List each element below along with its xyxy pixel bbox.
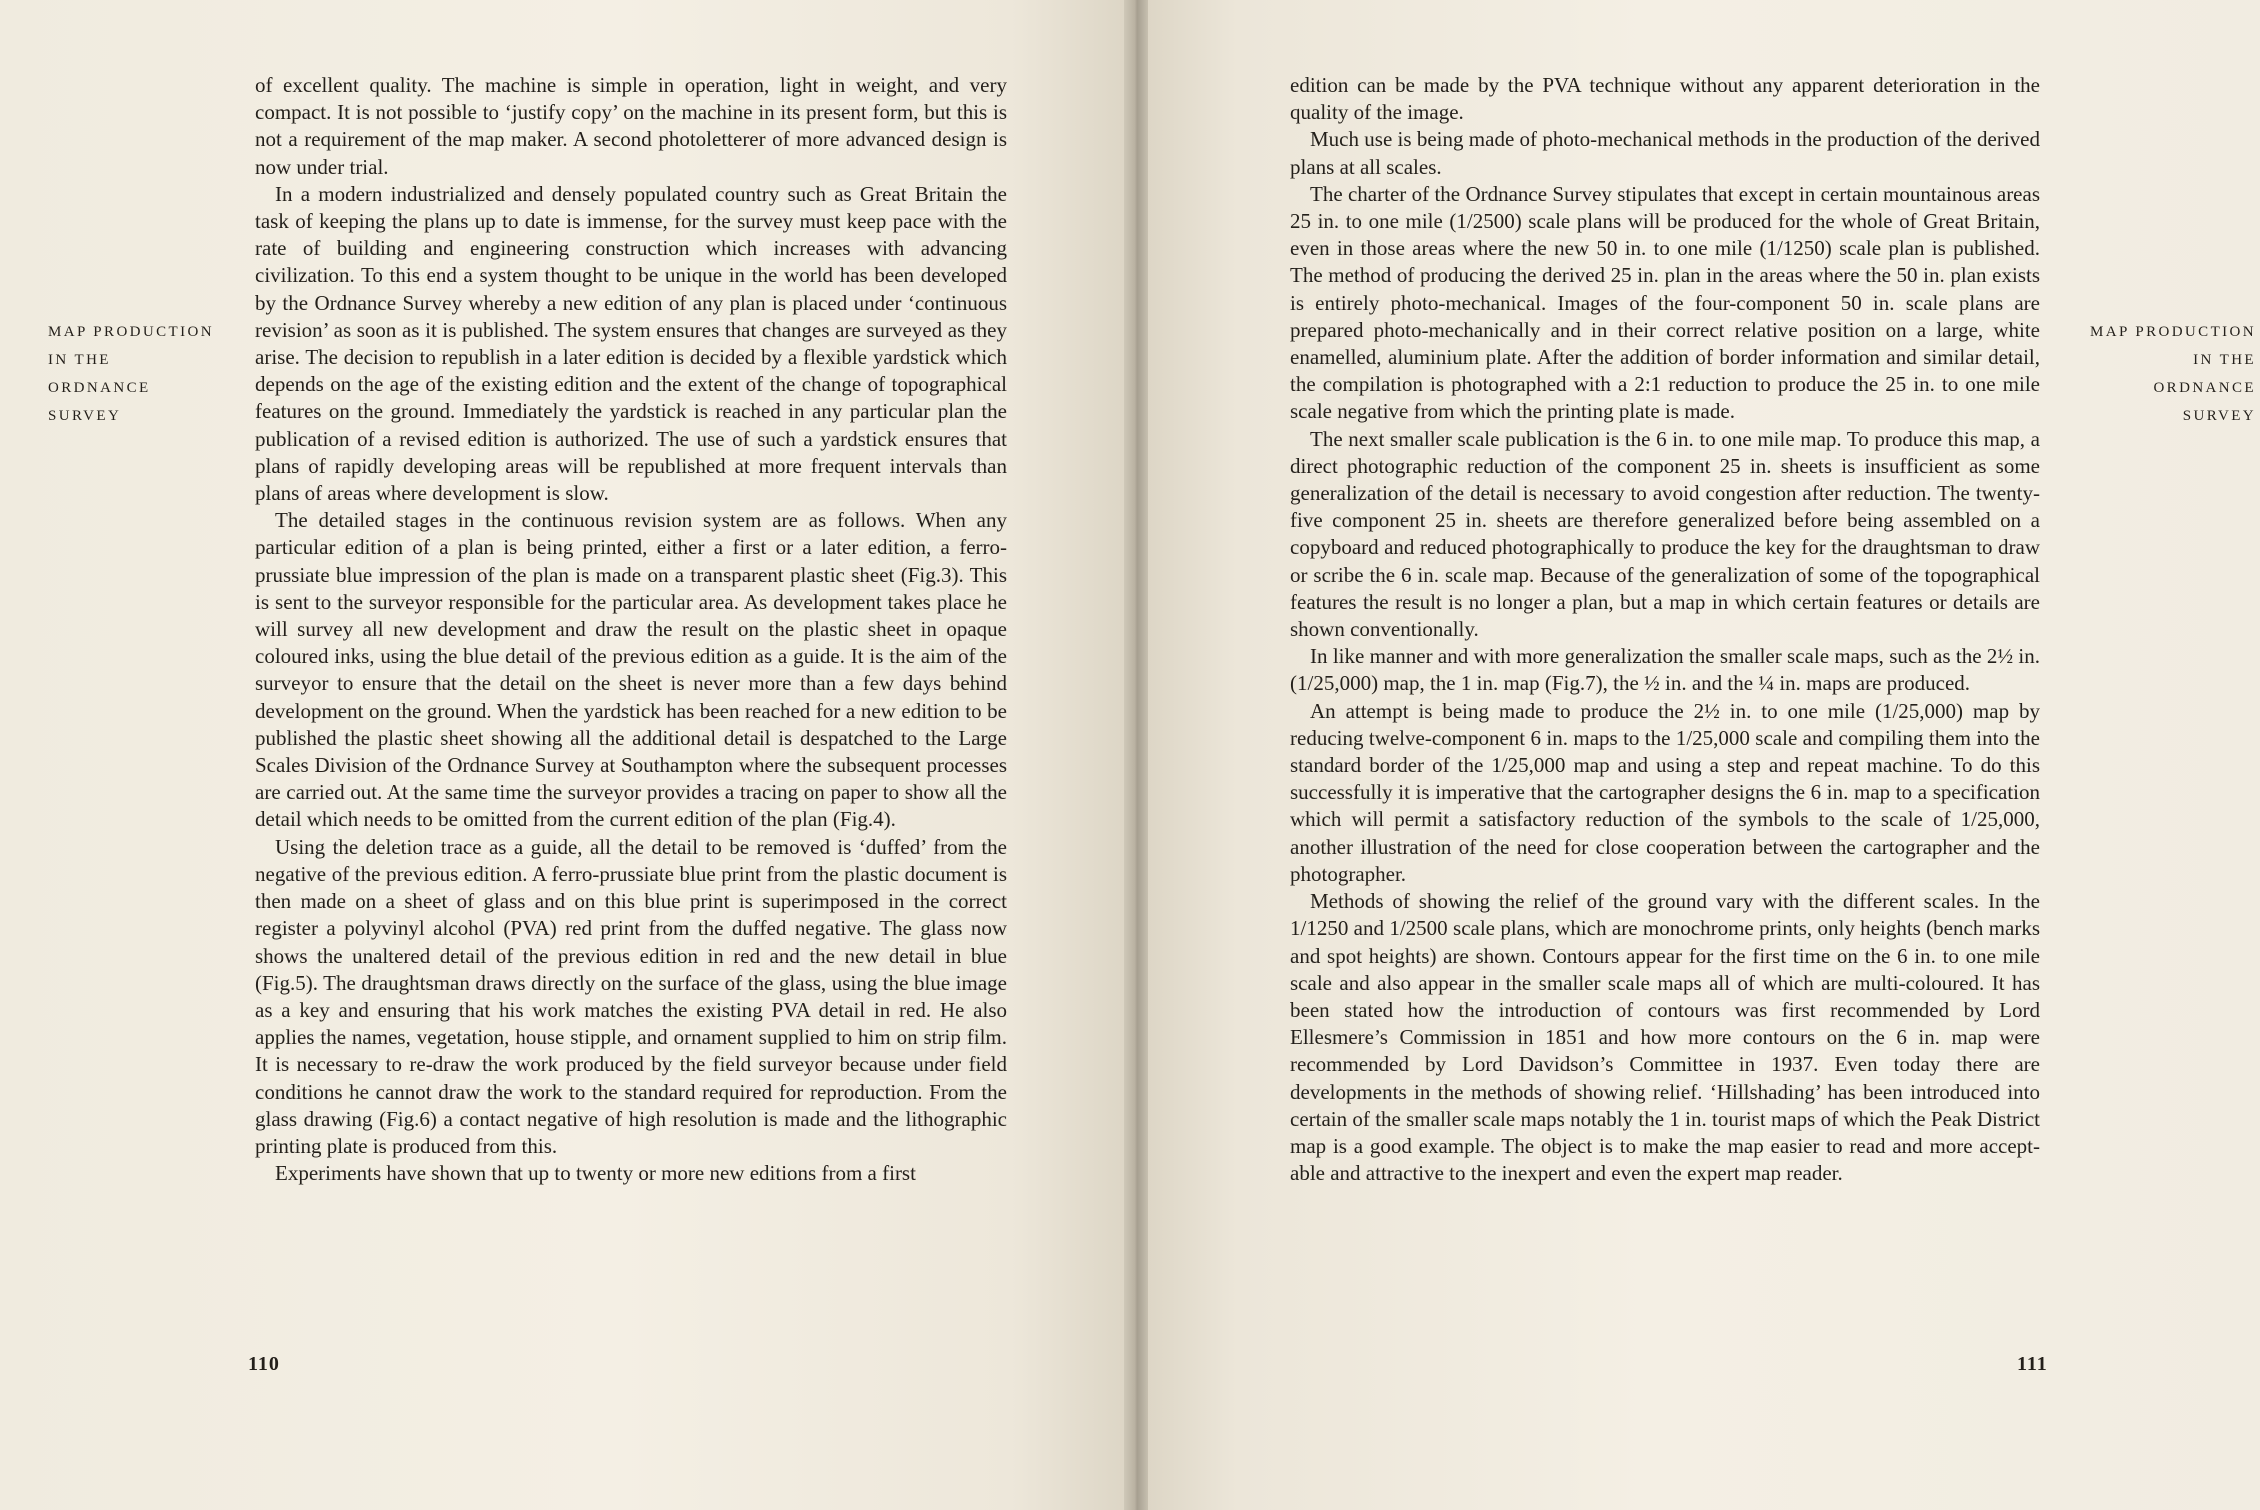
text-column: [255, 72, 1007, 1187]
paragraph: Using the deletion trace as a guide, all the detail to be removed is ‘duffed’ from the negative of the previous edition. A ferro-prussiate blue print from the plastic document is then made on a sheet of glass and on this blue print is superimposed in the correct register a polyvinyl alcohol (PVA) red print from the duffed negative. The glass now shows the unaltered detail of the previous edition in red and the new detail in blue (Fig.5). The draughtsman draws directly on the surface of the glass, using the blue image as a key and ensuring that his work matches the existing PVA detail in red. He also applies the names, vegetation, house stipple, and ornament supplied to him on strip film. It is necessary to re-draw the work produced by the field surveyor because under field conditions he cannot draw the work to the standard required for reproduction. From the glass drawing (Fig.6) a contact negative of high resolution is made and the lithographic printing plate is produced from this.: [255, 834, 1007, 1158]
sidenote-line: MAP PRODUCTION: [48, 324, 214, 340]
paragraph: Experiments have shown that up to twenty or more new editions from a first: [275, 1161, 916, 1186]
paragraph: Much use is being made of photo-mechanical methods in the production of the derived plans at all scales.: [1290, 127, 2040, 179]
sidenote-line: IN THE: [48, 352, 111, 368]
sidenote-line: ORDNANCE: [48, 380, 151, 396]
right-page: [1148, 0, 2260, 1510]
paragraph: The next smaller scale publication is the 6 in. to one mile map. To produce this map, a direct photographic reduction of the component 25 in. sheets is insufficient as some generalization of the detail is necessary to avoid congestion after reduction. The twenty-five component 25 in. sheets are therefore generalized before being assembled on a copyboard and reduced photographically to produce the key for the draughtsman to draw or scribe the 6 in. scale map. Because of the generalization of some of the topographical features the result is no longer a plan, but a map in which certain features or details are shown conventionally.: [1290, 426, 2040, 642]
running-sidenote: [2090, 318, 2256, 430]
paragraph: In a modern industrialized and densely populated country such as Great Britain the task of keeping the plans up to date is immense, for the survey must keep pace with the rate of building and engineering construction which increases with advancing civilization. To this end a system thought to be unique in the world has been developed by the Ordnance Survey whereby a new edition of any plan is placed under ‘continuous revision’ as soon as it is published. The system ensures that changes are surveyed as they arise. The decision to republish in a later edition is decided by a flexible yardstick which depends on the age of the existing edition and the extent of the change of topographical features on the ground. Immediately the yardstick is reached in any particular plan the publication of a revised edition is authorized. The use of such a yardstick ensures that plans of rapidly developing areas will be republished at more frequent intervals than plans of areas where development is slow.: [255, 181, 1007, 506]
paragraph: edition can be made by the PVA technique without any apparent deterioration in the quality of the image.: [1290, 73, 2040, 125]
text-column: [1290, 72, 2040, 1187]
paragraph: The detailed stages in the continuous revision system are as follows. When any particular edition of a plan is being printed, either a first or a later edition, a ferro-prussiate blue impression of the plan is made on a transparent plastic sheet (Fig.3). This is sent to the surveyor responsible for the particular area. As development takes place he will survey all new development and draw the result on the plastic sheet in opaque coloured inks, using the blue detail of the previous edition as a guide. It is the aim of the surveyor to ensure that the detail on the sheet is never more than a few days behind development on the ground. When the yardstick has been reached for a new edition to be published the plastic sheet showing all the additional detail is despatched to the Large Scales Division of the Ordnance Survey at Southampton where the subsequent processes are carried out. At the same time the surveyor provides a tracing on paper to show all the detail which needs to be omitted from the current edition of the plan (Fig.4).: [255, 508, 1007, 832]
page-number: 111: [2017, 1353, 2048, 1375]
left-page: [0, 0, 1124, 1510]
paragraph: The charter of the Ordnance Survey stipulates that except in certain mountainous areas 25 in. to one mile (1/2500) scale plans will be produced for the whole of Great Britain, even in those areas where the new 50 in. to one mile (1/1250) scale plan is published. The method of producing the derived 25 in. plan in the areas where the 50 in. plan exists is entirely photo-mechanical. Images of the four-component 50 in. scale plans are prepared photo-mechanically and in their correct relative position on a large, white enamelled, aluminium plate. After the addition of border information and similar detail, the compilation is photographed with a 2:1 reduction to produce the 25 in. to one mile scale negative from which the printing plate is made.: [1290, 181, 2040, 424]
sidenote-line: ORDNANCE: [2153, 380, 2256, 396]
running-sidenote: [48, 318, 214, 430]
sidenote-line: SURVEY: [48, 408, 122, 424]
paragraph: Methods of showing the relief of the ground vary with the different scales. In the 1/1250 and 1/2500 scale plans, which are monochrome prints, only heights (bench marks and spot heights) are shown. Contours appear for the first time on the 6 in. to one mile scale and also appear in the smaller scale maps all of which are multi-coloured. It has been stated how the introduction of contours was first recommended by Lord Ellesmere’s Commission in 1851 and how more contours on the 6 in. map were recommended by Lord Davidson’s Committee in 1937. Even today there are developments in the methods of showing relief. ‘Hillshading’ has been introduced into certain of the smaller scale maps notably the 1 in. tourist maps of which the Peak District map is a good example. The object is to make the map easier to read and more acceptable and attractive to the inexpert and even the expert map reader.: [1290, 889, 2040, 1186]
paragraph: of excellent quality. The machine is simple in operation, light in weight, and very compact. It is not possible to ‘justify copy’ on the machine in its present form, but this is not a requirement of the map maker. A second photoletterer of more advanced design is now under trial.: [255, 73, 1007, 179]
paragraph: An attempt is being made to produce the 2½ in. to one mile (1/25,000) map by reducing twelve-component 6 in. maps to the 1/25,000 scale and compiling them into the standard border of the 1/25,000 map and using a step and repeat machine. To do this successfully it is imperative that the cartographer designs the 6 in. map to a specification which will permit a satisfactory reduction of the symbols to the scale of 1/25,000, another illustration of the need for close cooperation between the cartographer and the photographer.: [1290, 698, 2040, 886]
sidenote-line: SURVEY: [2182, 408, 2256, 424]
book-gutter: [1124, 0, 1148, 1510]
sidenote-line: IN THE: [2193, 352, 2256, 368]
paragraph: In like manner and with more generalization the smaller scale maps, such as the 2½ in. (1/25,000) map, the 1 in. map (Fig.7), the ½ in. and the ¼ in. maps are produced.: [1290, 644, 2040, 696]
sidenote-line: MAP PRODUCTION: [2090, 324, 2256, 340]
page-number: 110: [248, 1353, 280, 1375]
